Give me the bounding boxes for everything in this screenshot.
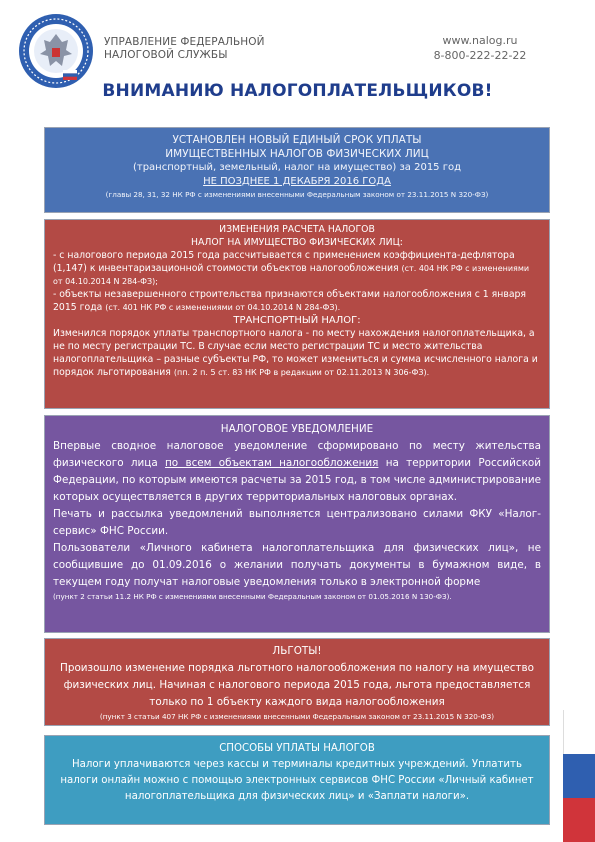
property-tax-item2 [53,288,541,314]
benefits-text: Произошло изменение порядка льготного налогообложения по налогу на имущество физических лиц. Начиная с налогового периода 2015 года, льгота предоставляется только по 1 объекту каждого вида налогообложения [60,662,534,708]
agency-name [104,36,265,62]
tax-notice-paragraph1 [53,438,541,506]
tax-notice-title: НАЛОГОВОЕ УВЕДОМЛЕНИЕ [220,423,374,435]
russian-flag-decoration [563,710,595,842]
payment-methods-text: Налоги уплачиваются через кассы и терминалы кредитных учреждений. Уплатить налоги онлайн можно с помощью электронных сервисов ФНС России «Личный кабинет налогоплательщика для физических лиц» и «Заплати налоги». [60,759,534,802]
tax-notice-p1-emphasis: по всем объектам налогообложения [165,457,379,469]
agency-name-line2: НАЛОГОВОЙ СЛУЖБЫ [104,49,228,61]
deadline-taxes: (транспортный, земельный, налог на имущество) за 2015 год [132,162,462,173]
property-tax-title: НАЛОГ НА ИМУЩЕСТВО ФИЗИЧЕСКИХ ЛИЦ: [191,237,403,248]
payment-methods-title: СПОСОБЫ УПЛАТЫ НАЛОГОВ [219,743,375,754]
tax-notice-section [44,415,550,633]
benefits-section [44,638,550,726]
page-title: ВНИМАНИЮ НАЛОГОПЛАТЕЛЬЩИКОВ! [102,81,493,101]
tax-notice-p1-end: на территории Российской Федерации, по которым имеются расчеты за 2015 год, в том числе администрирование которых осуществляется в других территориальных налоговых органах. [53,457,541,503]
property-tax-item1 [53,249,541,288]
deadline-title-line2: ИМУЩЕСТВЕННЫХ НАЛОГОВ ФИЗИЧЕСКИХ ЛИЦ [165,148,429,160]
deadline-section [44,127,550,213]
transport-tax-note: (пп. 2 п. 5 ст. 83 НК РФ в редакции от 02.11.2013 N 306-ФЗ). [173,368,430,377]
property-tax-item2-note: (ст. 401 НК РФ с изменениями от 04.10.2014 N 284-ФЗ). [105,303,341,312]
benefits-legal-note: (пункт 3 статьи 407 НК РФ с изменениями внесенными Федеральным законом от 23.11.2015 N 320-ФЗ) [99,712,495,721]
tax-notice-paragraph3: Пользователи «Личного кабинета налогоплательщика для физических лиц», не сообщившие до 01.09.2016 о желании получать документы в бумажном виде, в текущем году получат налоговые уведомления только в электронной форме [53,542,541,588]
fns-emblem-icon [16,12,96,90]
payment-methods-section [44,735,550,825]
deadline-legal-note: (главы 28, 31, 32 НК РФ с изменениями внесенными Федеральным законом от 23.11.2015 N 320-ФЗ) [105,190,489,199]
agency-name-line1: УПРАВЛЕНИЕ ФЕДЕРАЛЬНОЙ [104,36,265,48]
property-tax-item2-text: - объекты незавершенного строительства признаются объектами налогообложения с 1 января 2015 года [53,289,527,313]
transport-tax-text-block [53,327,541,379]
website-link[interactable]: www.nalog.ru [442,34,518,47]
property-tax-item1-text: - с налогового периода 2015 года рассчитывается с применением коэффициента-дефлятора (1,147) к инвентаризационной стоимости объектов налогообложения [53,250,515,274]
deadline-date: НЕ ПОЗДНЕЕ 1 ДЕКАБРЯ 2016 ГОДА [203,176,391,187]
transport-tax-text: Изменился порядок уплаты транспортного налога - по месту нахождения налогоплательщика, а не по месту регистрации ТС. В случае если место регистрации ТС и место жительства налогоплательщика – разные субъекты РФ, то может измениться и сумма исчисленного налога и порядок льготирования [53,328,538,378]
tax-notice-legal-note: (пункт 2 статьи 11.2 НК РФ с изменениями внесенными Федеральным законом от 01.05.2016 N 130-ФЗ). [53,592,452,601]
tax-notice-paragraph2: Печать и рассылка уведомлений выполняется централизовано силами ФКУ «Налог-сервис» ФНС России. [53,508,541,537]
deadline-title-line1: УСТАНОВЛЕН НОВЫЙ ЕДИНЫЙ СРОК УПЛАТЫ [172,134,422,146]
transport-tax-title: ТРАНСПОРТНЫЙ НАЛОГ: [233,315,361,326]
hotline-phone: 8-800-222-22-22 [433,49,527,62]
calc-changes-title: ИЗМЕНЕНИЯ РАСЧЕТА НАЛОГОВ [219,224,375,235]
flag-white-stripe [563,710,595,754]
flag-blue-stripe [563,754,595,798]
flag-red-stripe [563,798,595,842]
calculation-changes-section [44,219,550,409]
benefits-title: ЛЬГОТЫ! [272,645,322,657]
property-tax-item1-note: (ст. 404 НК РФ с изменениями от 04.10.2014 N 284-ФЗ); [53,264,530,286]
contacts [410,33,550,63]
tax-notice-p1-start: Впервые сводное налоговое уведомление сформировано по месту жительства физического лица [53,440,541,469]
